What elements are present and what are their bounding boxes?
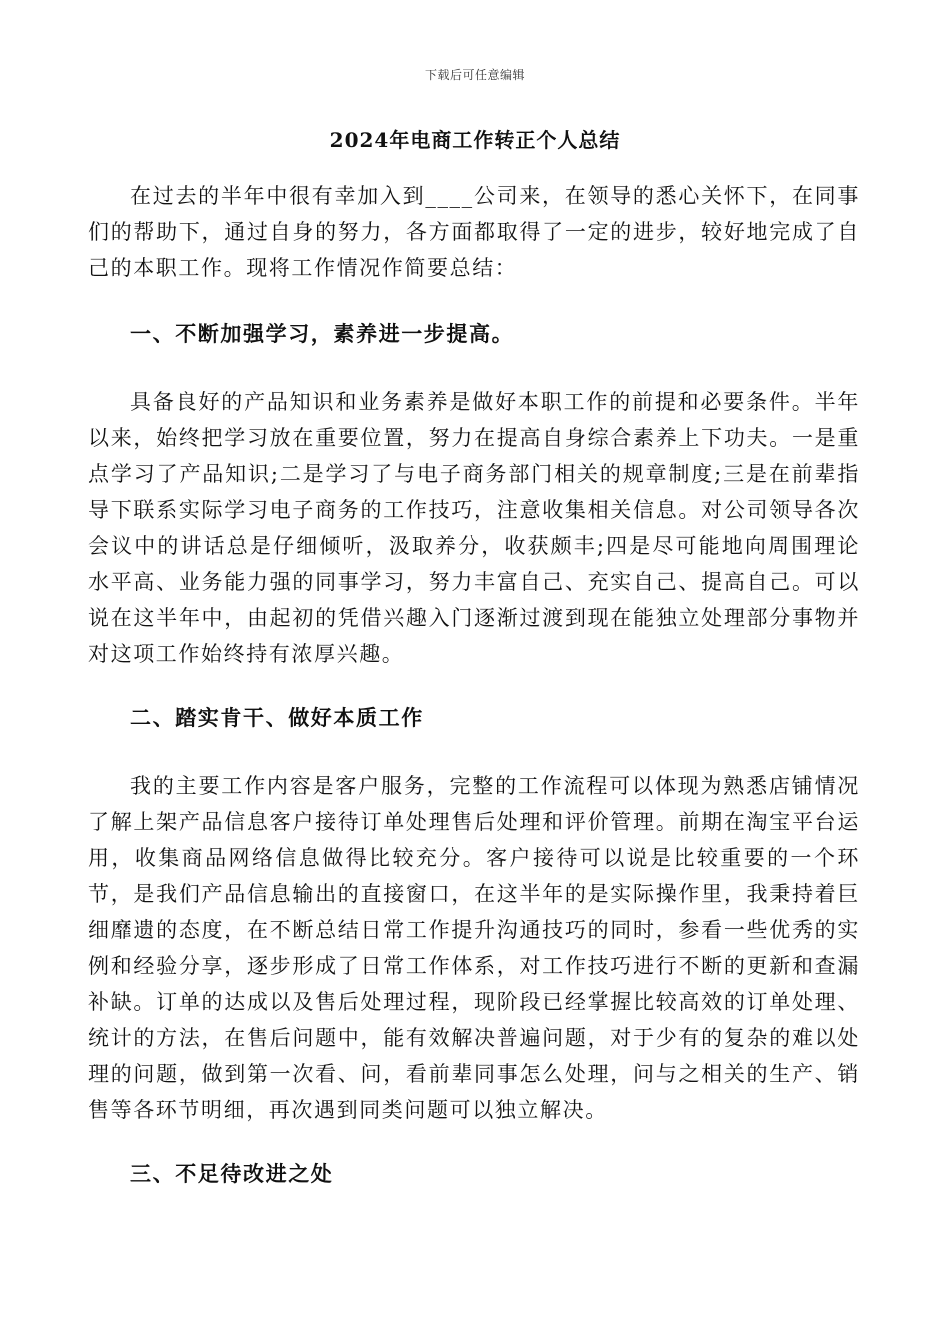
section-2-heading: 二、踏实肯干、做好本质工作 xyxy=(130,705,424,730)
header-note: 下载后可任意编辑 xyxy=(424,68,525,82)
section-2-body: 我的主要工作内容是客户服务，完整的工作流程可以体现为熟悉店铺情况了解上架产品信息客户接待订单处理售后处理和评价管理。前期在淘宝平台运用，收集商品网络信息做得比较充分。客户接待可以说是比较重要的一个环节，是我们产品信息输出的直接窗口，在这半年的是实际操作里，我秉持着巨细靡遗的态度，在不断总结日常工作提升沟通技巧的同时，参看一些优秀的实例和经验分享，逐步形成了日常工作体系，对工作技巧进行不断的更新和查漏补缺。订单的达成以及售后处理过程，现阶段已经掌握比较高效的订单处理、统计的方法，在售后问题中，能有效解决普遍问题，对于少有的复杂的难以处理的问题，做到第一次看、问，看前辈同事怎么处理，问与之相关的生产、销售等各环节明细，再次遇到同类问题可以独立解决。 xyxy=(88,774,860,1122)
document-title: 2024年电商工作转正个人总结 xyxy=(329,128,621,152)
section-3-heading: 三、不足待改进之处 xyxy=(130,1161,334,1186)
section-1-heading: 一、不断加强学习，素养进一步提高。 xyxy=(130,321,515,346)
document-body xyxy=(88,178,860,1192)
section-1-body: 具备良好的产品知识和业务素养是做好本职工作的前提和必要条件。半年以来，始终把学习放在重要位置，努力在提高自身综合素养上下功夫。一是重点学习了产品知识;二是学习了与电子商务部门相关的规章制度;三是在前辈指导下联系实际学习电子商务的工作技巧，注意收集相关信息。对公司领导各次会议中的讲话总是仔细倾听，汲取养分，收获颇丰;四是尽可能地向周围理论水平高、业务能力强的同事学习，努力丰富自己、充实自己、提高自己。可以说在这半年中，由起初的凭借兴趣入门逐渐过渡到现在能独立处理部分事物并对这项工作始终持有浓厚兴趣。 xyxy=(88,390,860,666)
intro-paragraph: 在过去的半年中很有幸加入到____公司来，在领导的悉心关怀下，在同事们的帮助下，通过自身的努力，各方面都取得了一定的进步，较好地完成了自己的本职工作。现将工作情况作简要总结： xyxy=(88,184,860,280)
